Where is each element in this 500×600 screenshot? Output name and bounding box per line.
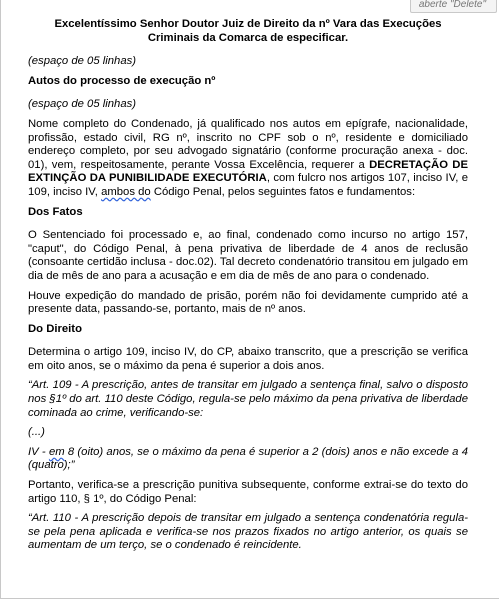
direito-paragraph-1: Determina o artigo 109, inciso IV, do CP, abaixo transcrito, que a prescrição se verifica em oito anos, se o máximo da pena é superior a dois anos. — [28, 346, 468, 372]
intro-text-after: Código Penal, pelos seguintes fatos e fundamentos: — [150, 185, 416, 198]
spacer-note-1: (espaço de 05 linhas) — [28, 55, 137, 68]
delete-tooltip: aberte "Delete" — [410, 0, 497, 13]
fatos-paragraph-1: O Sentenciado foi processado e, ao final, condenado como incurso no artigo 157, "caput", do Código Penal, à pena privativa de liberdade de 4 anos de reclusão (consoante certidão inclusa - doc.02). Tal decreto condenatório transitou em julgado em dia de mês de ano para a acusação e em dia de mês de ano para o condenado. — [28, 229, 468, 282]
spellcheck-underline: ambos do — [101, 185, 151, 198]
intro-paragraph — [28, 118, 468, 200]
intro-text-before: Nome completo do Condenado, já qualificado nos autos em epígrafe, nacionalidade, profissão, estado civil, RG nº, inscrito no CPF sob o nº, residente e domiciliado endereço completo, por seu advogado signatário (conforme procuração anexa - doc. 01), vem, respeitosamente, perante Vossa Excelência, requerer a — [28, 117, 468, 171]
document-body — [28, 18, 468, 559]
quote-inciso-before: IV - — [28, 445, 49, 458]
quote-inciso-iv — [28, 446, 468, 473]
spellcheck-underline-2: em — [48, 445, 65, 458]
quote-ellipsis: (...) — [28, 426, 45, 439]
quote-art-110: “Art. 110 - A prescrição depois de transitar em julgado a sentença condenatória regula-se pela pena aplicada e verifica-se nos prazos fixados no artigo anterior, os quais se aumentam de um terço, se o condenado é reincidente. — [28, 512, 468, 552]
direito-paragraph-2: Portanto, verifica-se a prescrição punitiva subsequente, conforme extrai-se do texto do artigo 110, § 1º, do Código Penal: — [28, 479, 468, 505]
section-title-direito: Do Direito — [28, 322, 82, 335]
intro-text-mid: , com fulcro nos artigos 107, inciso IV, e 109, inciso IV, — [28, 172, 468, 198]
intro-request-bold: DECRETAÇÃO DE EXTINÇÃO DA PUNIBILIDADE EXECUTÓRIA — [28, 158, 469, 185]
fatos-paragraph-2: Houve expedição do mandado de prisão, porém não foi devidamente cumprido até a presente data, passando-se, portanto, mais de nº anos. — [28, 289, 468, 316]
spacer-note-2: (espaço de 05 linhas) — [28, 98, 137, 111]
quote-art-109: “Art. 109 - A prescrição, antes de transitar em julgado a sentença final, salvo o disposto nos §1º do art. 110 deste Código, regula-se pelo máximo da pena privativa de liberdade cominada ao crime, verificando-se: — [28, 379, 468, 419]
document-heading: Excelentíssimo Senhor Doutor Juiz de Direito da nº Vara das Execuções Criminais da Comarca de especificar. — [54, 18, 442, 44]
quote-inciso-after: 8 (oito) anos, se o máximo da pena é superior a 2 (dois) anos e não excede a 4 (quatro);” — [28, 445, 468, 472]
section-title-fatos: Dos Fatos — [28, 205, 83, 218]
process-number-line: Autos do processo de execução nº — [28, 74, 216, 87]
